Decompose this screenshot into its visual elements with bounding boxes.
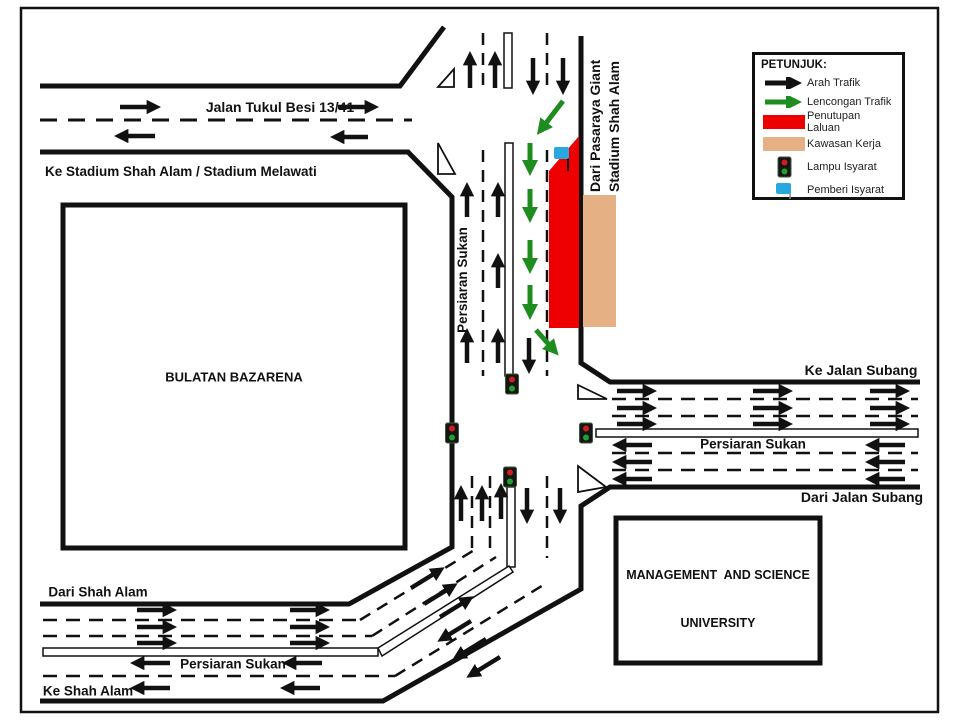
black-arrow-icon [761,77,807,89]
label-dari-pasaraya-line1: Dari Pasaraya Giant [587,59,603,192]
label-dari-pasaraya-giant [586,34,624,192]
legend-item-penutupan-laluan [761,111,896,133]
legend-item-label: Lampu Isyarat [807,161,877,173]
legend-item-label: Penutupan Laluan [807,110,861,134]
traffic-light-east [580,423,593,443]
label-persiaran-sukan-east: Persiaran Sukan [700,436,806,452]
green-arrow-icon [761,96,807,108]
label-msu-line1: MANAGEMENT AND SCIENCE [626,568,810,582]
legend-item-arah-trafik [761,73,896,92]
legend-item-label: Kawasan Kerja [807,138,881,150]
legend-item-lencongan-trafik [761,92,896,111]
label-bulatan-bazarena: BULATAN BAZARENA [165,369,303,385]
label-dari-shah-alam: Dari Shah Alam [48,584,148,600]
label-ke-jalan-subang: Ke Jalan Subang [804,362,918,378]
label-ke-stadium: Ke Stadium Shah Alam / Stadium Melawati [45,164,317,179]
legend-item-label: Arah Trafik [807,76,861,89]
label-dari-pasaraya-line2: Stadium Shah Alam [606,61,622,192]
label-ke-shah-alam: Ke Shah Alam [42,683,134,699]
label-dari-jalan-subang: Dari Jalan Subang [800,489,924,505]
blue-flag-icon [761,180,807,200]
work-area-swatch-icon [761,136,807,152]
legend-item-kawasan-kerja [761,133,896,155]
work-area [583,195,616,327]
traffic-light-icon [761,156,807,178]
legend-box [752,52,905,200]
traffic-light-north [506,374,519,394]
label-persiaran-sukan-north: Persiaran Sukan [455,227,470,333]
legend-title: PETUNJUK: [761,59,827,71]
traffic-light-west [446,423,459,443]
traffic-light-south [504,467,517,487]
label-msu-line2: UNIVERSITY [680,616,756,630]
label-msu [626,535,810,647]
legend-item-lampu-isyarat [761,155,896,179]
legend-item-pemberi-isyarat [761,179,896,201]
closure-swatch-icon [761,114,807,130]
label-jalan-tukul-besi: Jalan Tukul Besi 13/41 [205,99,355,115]
legend-item-label: Lencongan Trafik [807,95,892,108]
closure-area [549,136,579,328]
label-persiaran-sukan-south: Persiaran Sukan [180,656,286,672]
legend-item-label: Pemberi Isyarat [807,184,885,196]
